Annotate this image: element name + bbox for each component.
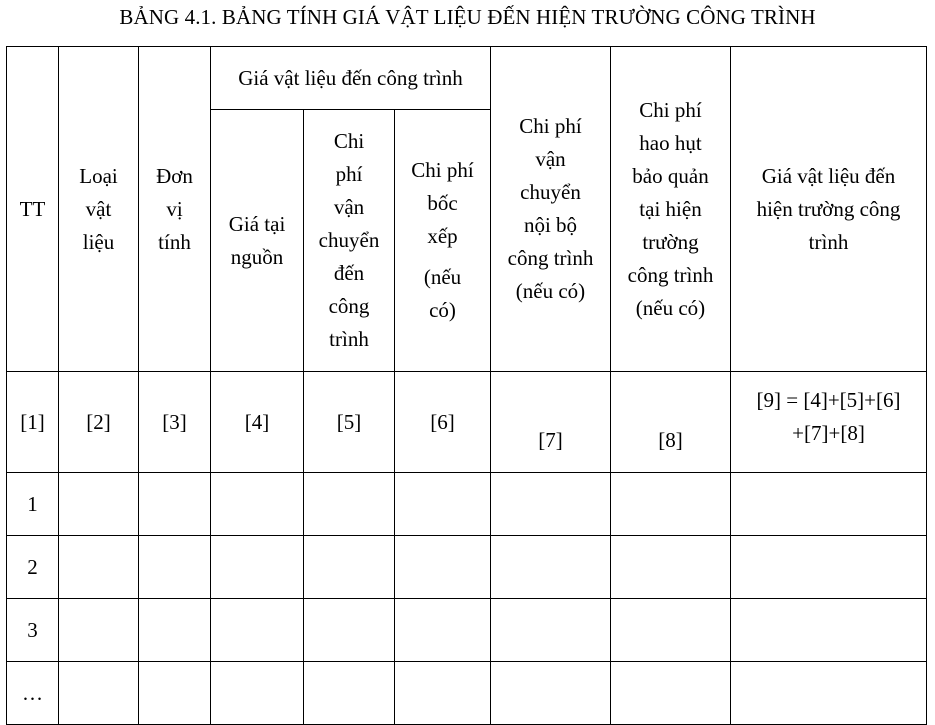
index-cell: [8]: [611, 372, 731, 473]
index-cell: [6]: [395, 372, 491, 473]
table-cell: [59, 599, 139, 662]
table-cell: [59, 473, 139, 536]
table-row: [7, 662, 927, 725]
header-gia-hien-truong: Giá vật liệu đến hiện trường công trình: [731, 47, 927, 372]
table-cell: [59, 662, 139, 725]
table-cell: [304, 473, 395, 536]
table-cell: [611, 473, 731, 536]
table-cell: [304, 536, 395, 599]
table-row: [7, 536, 927, 599]
table-cell: [139, 599, 211, 662]
table-cell: [611, 599, 731, 662]
index-cell: [3]: [139, 372, 211, 473]
table-cell: [611, 662, 731, 725]
header-group-gia-vat-lieu: Giá vật liệu đến công trình: [211, 47, 491, 110]
row-tt: 3: [7, 599, 59, 662]
table-cell: [395, 473, 491, 536]
table-cell: [491, 662, 611, 725]
header-tt-label: TT: [19, 196, 46, 221]
row-tt: 1: [7, 473, 59, 536]
index-cell: [2]: [59, 372, 139, 473]
header-gia-tai-nguon: Giá tại nguồn: [211, 110, 304, 372]
table-cell: [304, 599, 395, 662]
table-cell: [491, 473, 611, 536]
table-cell: [395, 662, 491, 725]
header-chi-phi-van-chuyen: Chi phí vận chuyển đến công trình: [304, 110, 395, 372]
page-title: BẢNG 4.1. BẢNG TÍNH GIÁ VẬT LIỆU ĐẾN HIỆN TRƯỜNG CÔNG TRÌNH: [119, 5, 816, 29]
table-cell: [139, 473, 211, 536]
table-cell: [731, 599, 927, 662]
table-cell: [211, 599, 304, 662]
table-cell: [395, 536, 491, 599]
table-cell: [731, 662, 927, 725]
table-row: [7, 473, 927, 536]
header-chi-phi-boc-xep: Chi phí bốc xếp (nếu có): [395, 110, 491, 372]
material-price-table: [6, 46, 927, 725]
table-cell: [211, 473, 304, 536]
table-cell: [304, 662, 395, 725]
index-cell-formula: [9] = [4]+[5]+[6] +[7]+[8]: [731, 372, 927, 473]
header-loai-vat-lieu: Loại vật liệu: [59, 47, 139, 372]
table-cell: [59, 536, 139, 599]
row-tt: …: [7, 662, 59, 725]
table-cell: [611, 536, 731, 599]
row-tt: 2: [7, 536, 59, 599]
index-cell: [7]: [491, 372, 611, 473]
index-cell: [5]: [304, 372, 395, 473]
index-cell: [1]: [7, 372, 59, 473]
header-tt: [7, 47, 59, 372]
table-cell: [139, 536, 211, 599]
table-row: [7, 599, 927, 662]
table-cell: [139, 662, 211, 725]
table-cell: [731, 536, 927, 599]
table-cell: [211, 536, 304, 599]
index-row: [7, 372, 927, 473]
table-cell: [211, 662, 304, 725]
header-chi-phi-noi-bo: Chi phí vận chuyển nội bộ công trình (nếu có): [491, 47, 611, 372]
table-cell: [395, 599, 491, 662]
index-cell: [4]: [211, 372, 304, 473]
table-cell: [731, 473, 927, 536]
table-cell: [491, 599, 611, 662]
header-chi-phi-hao-hut: Chi phí hao hụt bảo quản tại hiện trường công trình (nếu có): [611, 47, 731, 372]
header-don-vi-tinh: Đơn vị tính: [139, 47, 211, 372]
table-cell: [491, 536, 611, 599]
